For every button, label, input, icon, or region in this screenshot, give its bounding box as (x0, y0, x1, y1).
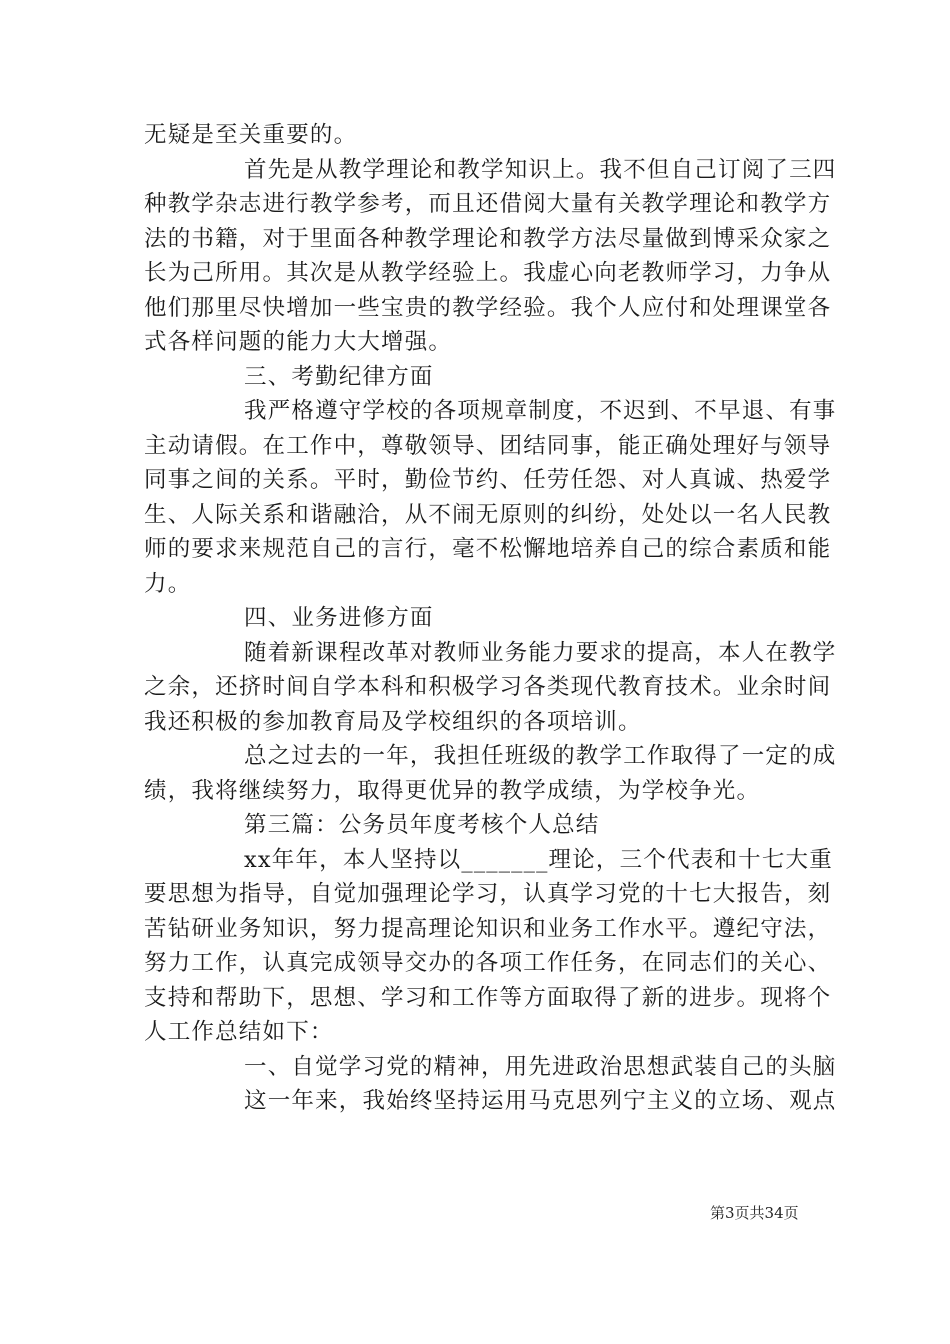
text-line: 绩，我将继续努力，取得更优异的教学成绩，为学校争光。 (144, 777, 761, 804)
text-line: 同事之间的关系。平时，勤俭节约、任劳任怨、对人真诚、热爱学 (144, 467, 832, 493)
text-line: 这一年来，我始终坚持运用马克思列宁主义的立场、观点 (244, 1088, 837, 1114)
text-line: 师的要求来规范自己的言行，毫不松懈地培养自己的综合素质和能 (144, 536, 832, 562)
text-line: 第三篇：公务员年度考核个人总结 (244, 812, 600, 838)
text-line: 一、自觉学习党的精神，用先进政治思想武装自己的头脑 (244, 1053, 837, 1080)
text-line: 主动请假。在工作中，尊敬领导、团结同事，能正确处理好与领导 (144, 432, 832, 459)
text-line: 他们那里尽快增加一些宝贵的教学经验。我个人应付和处理课堂各 (144, 294, 832, 321)
text-line: 人工作总结如下： (144, 1019, 334, 1045)
text-line: 苦钻研业务知识，努力提高理论知识和业务工作水平。遵纪守法， (144, 915, 832, 942)
text-line: 支持和帮助下，思想、学习和工作等方面取得了新的进步。现将个 (144, 984, 832, 1011)
text-line: 生、人际关系和谐融洽，从不闹无原则的纠纷，处处以一名人民教 (144, 501, 832, 528)
text-line: 力。 (144, 570, 192, 597)
text-line: 努力工作，认真完成领导交办的各项工作任务，在同志们的关心、 (144, 950, 832, 976)
text-line: 之余，还挤时间自学本科和积极学习各类现代教育技术。业余时间 (144, 674, 832, 700)
text-line: 要思想为指导，自觉加强理论学习，认真学习党的十七大报告，刻 (144, 881, 832, 907)
text-line: 随着新课程改革对教师业务能力要求的提高，本人在教学 (244, 639, 837, 666)
text-line: 总之过去的一年，我担任班级的教学工作取得了一定的成 (244, 743, 837, 769)
text-line: 无疑是至关重要的。 (144, 122, 358, 148)
text-line: 式各样问题的能力大大增强。 (144, 329, 453, 355)
text-line: xx年年，本人坚持以_______理论，三个代表和十七大重 (244, 846, 833, 873)
text-line: 我还积极的参加教育局及学校组织的各项培训。 (144, 708, 642, 735)
text-line: 四、业务进修方面 (244, 605, 434, 631)
text-line: 我严格遵守学校的各项规章制度，不迟到、不早退、有事 (244, 398, 837, 424)
page-number: 第3页共34页 (710, 1204, 799, 1222)
text-line: 首先是从教学理论和教学知识上。我不但自己订阅了三四 (244, 156, 837, 183)
text-line: 种教学杂志进行教学参考，而且还借阅大量有关教学理论和教学方 (144, 191, 832, 217)
text-line: 法的书籍，对于里面各种教学理论和教学方法尽量做到博采众家之 (144, 225, 832, 252)
document-body (144, 118, 837, 1119)
text-line: 三、考勤纪律方面 (244, 363, 434, 390)
text-line: 长为己所用。其次是从教学经验上。我虚心向老教师学习，力争从 (144, 260, 832, 286)
